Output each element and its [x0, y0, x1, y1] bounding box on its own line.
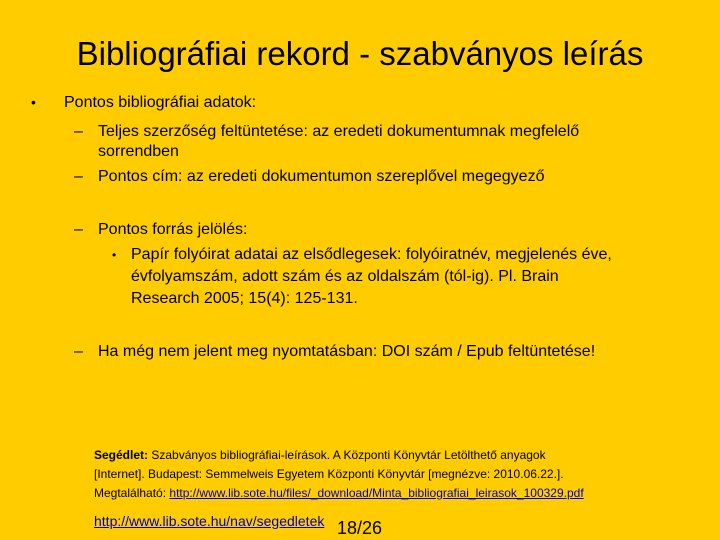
- dash-marker: –: [74, 343, 83, 360]
- guide-note-line1: [94, 446, 694, 465]
- slide-title: Bibliográfiai rekord - szabványos leírás: [76, 35, 644, 72]
- dash-marker: –: [74, 221, 83, 238]
- guide-note-line2: [Internet]. Budapest: Semmelweis Egyetem Központi Könyvtár [megnézve: 2010.06.22.].: [94, 467, 564, 481]
- main-bullet: Pontos bibliográfiai adatok:: [64, 94, 257, 111]
- item-doi: Ha még nem jelent meg nyomtatásban: DOI szám / Epub feltüntetése!: [98, 343, 596, 360]
- dash-marker: –: [74, 123, 83, 140]
- item-authorship-cont: sorrendben: [98, 143, 179, 160]
- item-authorship: Teljes szerzőség feltüntetése: az eredeti dokumentumnak megfelelő: [98, 123, 580, 140]
- guide-pdf-link[interactable]: http://www.lib.sote.hu/files/_download/Minta_bibliografiai_leirasok_100329.pdf: [169, 486, 584, 500]
- item-paper-journal: Papír folyóirat adatai az elsődlegesek: folyóiratnév, megjelenés éve,: [131, 246, 612, 263]
- guide-note-line3: [94, 484, 694, 503]
- page-number: 18/26: [337, 518, 383, 538]
- item-paper-journal-cont1: évfolyamszám, adott szám és az oldalszám (tól-ig). Pl. Brain: [131, 268, 559, 285]
- guide-label: Segédlet:: [94, 448, 149, 462]
- footer-link[interactable]: http://www.lib.sote.hu/nav/segedletek: [94, 513, 325, 529]
- dash-marker: –: [74, 168, 83, 185]
- item-paper-journal-cont2: Research 2005; 15(4): 125-131.: [131, 290, 358, 307]
- sub-bullet-marker: •: [112, 248, 117, 262]
- guide-text: Szabványos bibliográfiai-leírások. A Központi Könyvtár Letölthető anyagok: [148, 448, 546, 462]
- guide-found-label: Megtalálható:: [94, 486, 170, 500]
- item-source: Pontos forrás jelölés:: [98, 221, 248, 238]
- item-title: Pontos cím: az eredeti dokumentumon szereplővel megegyező: [98, 168, 545, 185]
- bullet-marker: •: [31, 94, 36, 110]
